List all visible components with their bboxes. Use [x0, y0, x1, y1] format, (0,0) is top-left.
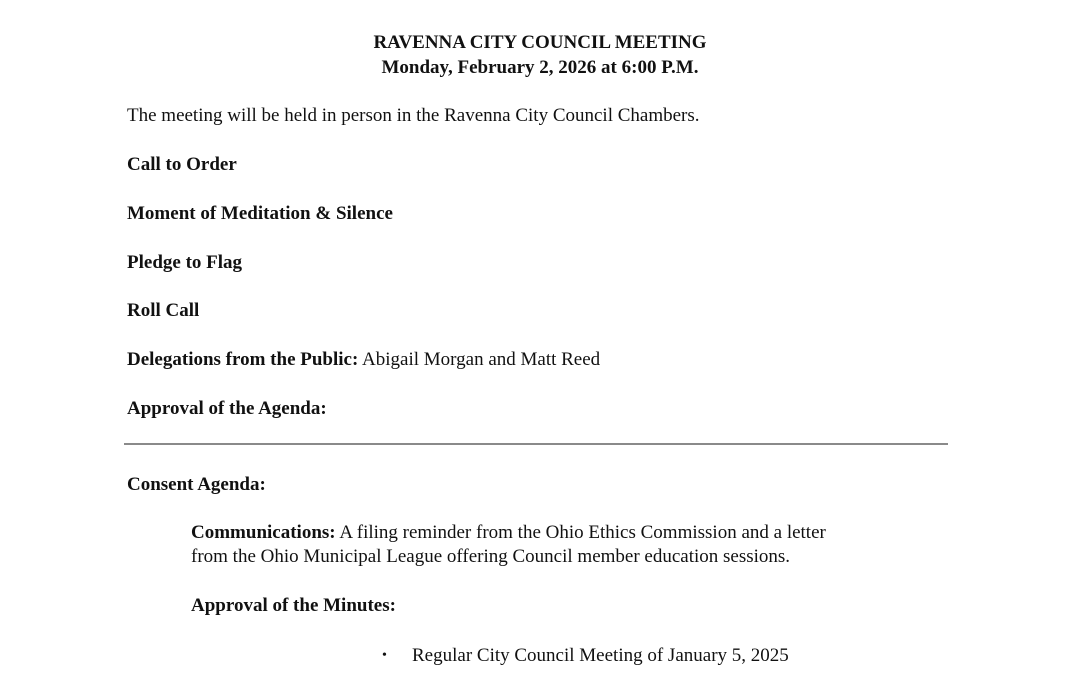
communications-line-2: from the Ohio Municipal League offering Council member education sessions.	[191, 546, 791, 567]
item-meditation: Moment of Meditation & Silence	[127, 203, 393, 224]
consent-heading: Consent Agenda:	[127, 474, 266, 495]
intro-text: The meeting will be held in person in the Ravenna City Council Chambers.	[127, 105, 700, 126]
item-delegations	[127, 348, 600, 372]
communications-label: Communications:	[191, 522, 336, 543]
item-approval-agenda: Approval of the Agenda:	[127, 398, 327, 419]
bullet-icon: •	[382, 648, 387, 663]
meeting-date: Monday, February 2, 2026 at 6:00 P.M.	[381, 57, 699, 78]
minutes-heading: Approval of the Minutes:	[191, 595, 396, 616]
communications-line-1	[191, 521, 826, 545]
item-roll-call: Roll Call	[127, 300, 200, 321]
item-pledge: Pledge to Flag	[127, 252, 243, 273]
item-call-to-order: Call to Order	[127, 154, 237, 175]
section-divider	[124, 443, 948, 445]
delegations-value: Abigail Morgan and Matt Reed	[358, 349, 601, 370]
document-title: RAVENNA CITY COUNCIL MEETING	[373, 32, 707, 53]
minutes-item: Regular City Council Meeting of January 5, 2025	[412, 645, 789, 666]
communications-text: A filing reminder from the Ohio Ethics Commission and a letter	[335, 522, 826, 543]
delegations-label: Delegations from the Public:	[127, 349, 359, 370]
